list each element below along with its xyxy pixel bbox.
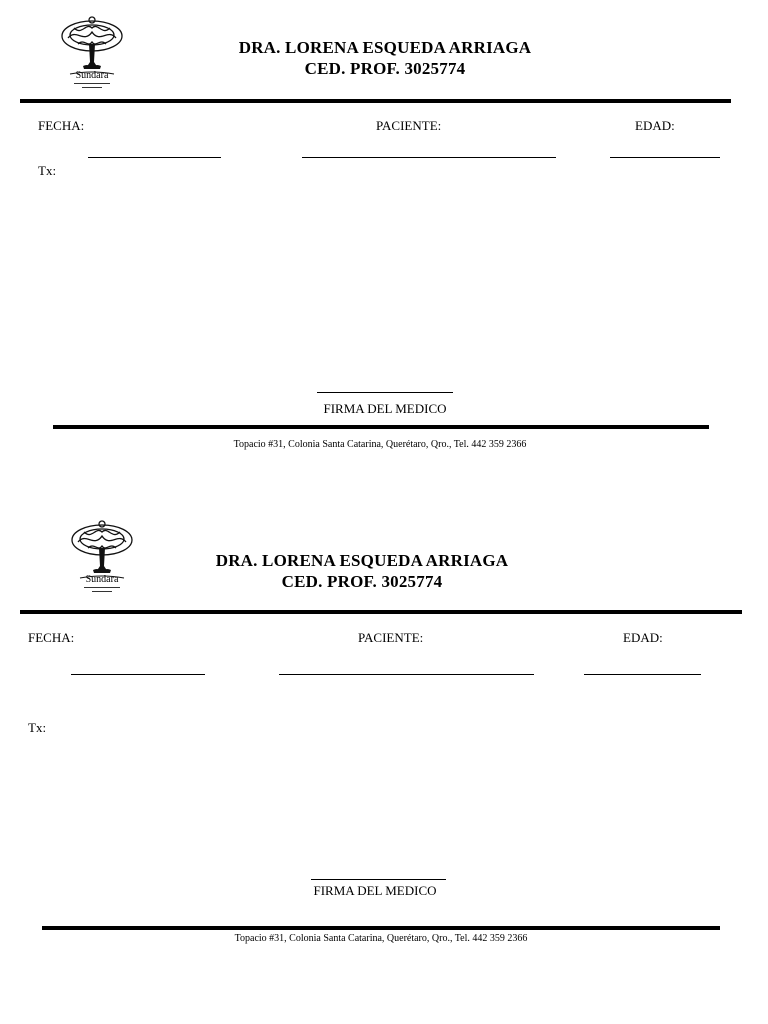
professional-license: CED. PROF. 3025774	[281, 572, 443, 591]
logo-brand-text: Sundara	[75, 70, 109, 81]
edad-label: EDAD:	[635, 118, 675, 133]
clinic-address: Topacio #31, Colonia Santa Catarina, Querétaro, Qro., Tel. 442 359 2366	[233, 439, 527, 450]
paciente-blank-line[interactable]	[279, 674, 534, 675]
doctor-name: DRA. LORENA ESQUEDA ARRIAGA	[238, 38, 532, 57]
fecha-blank-line[interactable]	[71, 674, 205, 675]
header-divider	[20, 610, 742, 614]
signature-label: FIRMA DEL MEDICO	[323, 401, 447, 416]
tree-of-life-icon	[66, 518, 138, 598]
professional-license: CED. PROF. 3025774	[304, 59, 466, 78]
treatment-area[interactable]	[50, 720, 710, 865]
paciente-label: PACIENTE:	[376, 118, 442, 133]
tx-label: Tx:	[38, 163, 57, 178]
tx-label: Tx:	[28, 720, 47, 735]
edad-blank-line[interactable]	[584, 674, 701, 675]
logo-brand-text: Sundara	[85, 574, 119, 585]
edad-label: EDAD:	[623, 630, 663, 645]
logo-subtitle-line	[92, 591, 112, 592]
footer-divider	[42, 926, 720, 930]
doctor-name: DRA. LORENA ESQUEDA ARRIAGA	[215, 551, 509, 570]
clinic-address: Topacio #31, Colonia Santa Catarina, Querétaro, Qro., Tel. 442 359 2366	[234, 933, 528, 944]
signature-line[interactable]	[311, 879, 446, 880]
signature-label: FIRMA DEL MEDICO	[313, 883, 437, 898]
paciente-label: PACIENTE:	[358, 630, 424, 645]
logo-subtitle-line	[84, 587, 120, 588]
fecha-label: FECHA:	[28, 630, 75, 645]
fecha-label: FECHA:	[38, 118, 85, 133]
